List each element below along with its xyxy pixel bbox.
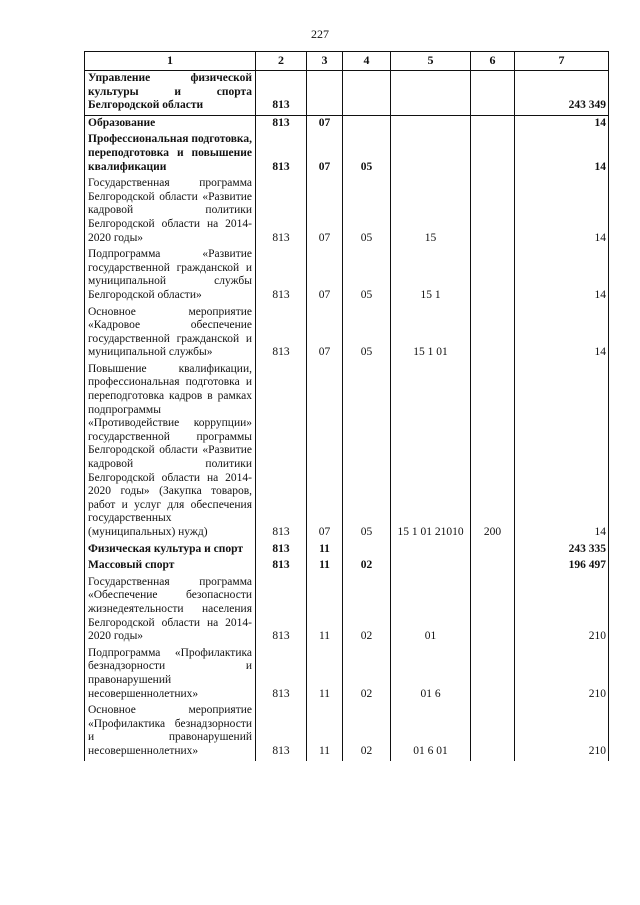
row-code: 05 (343, 247, 391, 304)
row-code: 813 (256, 71, 307, 116)
table-header-row (85, 52, 609, 71)
row-amount: 14 (515, 115, 609, 132)
table-row (85, 115, 609, 132)
table-row (85, 247, 609, 304)
row-code (471, 247, 515, 304)
row-code: 01 6 01 (391, 703, 471, 760)
row-code: 02 (343, 558, 391, 575)
column-header: 6 (471, 52, 515, 71)
row-code: 15 (391, 176, 471, 247)
table-row (85, 558, 609, 575)
row-label: Подпрограмма «Профилактика безнадзорности и правонарушений несовершеннолетних» (85, 646, 256, 703)
table-row (85, 703, 609, 760)
table-row (85, 362, 609, 542)
row-code: 813 (256, 558, 307, 575)
row-code: 813 (256, 115, 307, 132)
row-code: 11 (307, 542, 343, 559)
row-code: 15 1 (391, 247, 471, 304)
row-label: Массовый спорт (85, 558, 256, 575)
column-header: 4 (343, 52, 391, 71)
row-label: Подпрограмма «Развитие государственной гражданской и муниципальной службы Белгородской области» (85, 247, 256, 304)
table-row (85, 71, 609, 116)
row-code: 11 (307, 575, 343, 646)
row-code (471, 542, 515, 559)
row-code: 05 (343, 362, 391, 542)
page-number: 227 (311, 27, 329, 41)
row-amount: 243 349 (515, 71, 609, 116)
row-code (391, 71, 471, 116)
row-label: Повышение квалификации, профессиональная подготовка и переподготовка кадров в рамках подпрограммы «Противодействие коррупции» государственной программы Белгородской области «Развитие кадровой политики Белгородской области на 2014-2020 годы» (Закупка товаров, работ и услуг для обеспечения государственных (муниципальных) нужд) (85, 362, 256, 542)
row-label: Государственная программа Белгородской области «Развитие кадровой политики Белгородской области на 2014-2020 годы» (85, 176, 256, 247)
column-header: 1 (85, 52, 256, 71)
column-header: 2 (256, 52, 307, 71)
row-amount: 210 (515, 575, 609, 646)
row-code: 813 (256, 575, 307, 646)
row-code (391, 542, 471, 559)
row-amount: 243 335 (515, 542, 609, 559)
table-body (85, 71, 609, 761)
table-row (85, 646, 609, 703)
row-label: Физическая культура и спорт (85, 542, 256, 559)
row-code: 05 (343, 305, 391, 362)
row-code (307, 71, 343, 116)
row-code: 07 (307, 132, 343, 176)
row-code (471, 132, 515, 176)
row-amount: 14 (515, 176, 609, 247)
row-code: 11 (307, 558, 343, 575)
row-code: 07 (307, 305, 343, 362)
row-code: 813 (256, 132, 307, 176)
row-label: Государственная программа «Обеспечение безопасности жизнедеятельности населения Белгородской области на 2014-2020 годы» (85, 575, 256, 646)
row-code (391, 132, 471, 176)
row-label: Основное мероприятие «Профилактика безнадзорности и правонарушений несовершеннолетних» (85, 703, 256, 760)
row-code (471, 575, 515, 646)
row-code: 15 1 01 21010 (391, 362, 471, 542)
column-header: 3 (307, 52, 343, 71)
column-header: 5 (391, 52, 471, 71)
row-label: Образование (85, 115, 256, 132)
row-code: 02 (343, 646, 391, 703)
table-row (85, 132, 609, 176)
row-code (471, 176, 515, 247)
row-code: 05 (343, 132, 391, 176)
row-amount: 210 (515, 703, 609, 760)
row-code: 02 (343, 703, 391, 760)
row-code: 11 (307, 703, 343, 760)
row-code: 07 (307, 176, 343, 247)
row-code: 813 (256, 703, 307, 760)
row-label: Профессиональная подготовка, переподготовка и повышение квалификации (85, 132, 256, 176)
row-code: 813 (256, 305, 307, 362)
row-amount: 210 (515, 646, 609, 703)
row-code (471, 703, 515, 760)
row-code (471, 71, 515, 116)
row-code: 813 (256, 646, 307, 703)
row-code: 11 (307, 646, 343, 703)
row-code (471, 305, 515, 362)
row-code: 01 6 (391, 646, 471, 703)
budget-table (84, 51, 609, 761)
table-row (85, 176, 609, 247)
row-code (343, 542, 391, 559)
row-code: 07 (307, 115, 343, 132)
row-code: 05 (343, 176, 391, 247)
row-code: 07 (307, 247, 343, 304)
table-row (85, 542, 609, 559)
row-code: 07 (307, 362, 343, 542)
row-code: 813 (256, 247, 307, 304)
row-label: Основное мероприятие «Кадровое обеспечение государственной гражданской и муниципальной службы» (85, 305, 256, 362)
row-code: 200 (471, 362, 515, 542)
row-code (343, 115, 391, 132)
row-code: 02 (343, 575, 391, 646)
row-code: 813 (256, 176, 307, 247)
row-code: 01 (391, 575, 471, 646)
row-code (471, 115, 515, 132)
row-amount: 14 (515, 247, 609, 304)
row-amount: 14 (515, 362, 609, 542)
row-code: 15 1 01 (391, 305, 471, 362)
row-code (391, 558, 471, 575)
row-code (343, 71, 391, 116)
column-header: 7 (515, 52, 609, 71)
row-code: 813 (256, 362, 307, 542)
row-amount: 14 (515, 305, 609, 362)
row-code (471, 558, 515, 575)
table-row (85, 305, 609, 362)
row-label: Управление физической культуры и спорта Белгородской области (85, 71, 256, 116)
table-row (85, 575, 609, 646)
row-code: 813 (256, 542, 307, 559)
row-code (391, 115, 471, 132)
row-code (471, 646, 515, 703)
row-amount: 196 497 (515, 558, 609, 575)
row-amount: 14 (515, 132, 609, 176)
